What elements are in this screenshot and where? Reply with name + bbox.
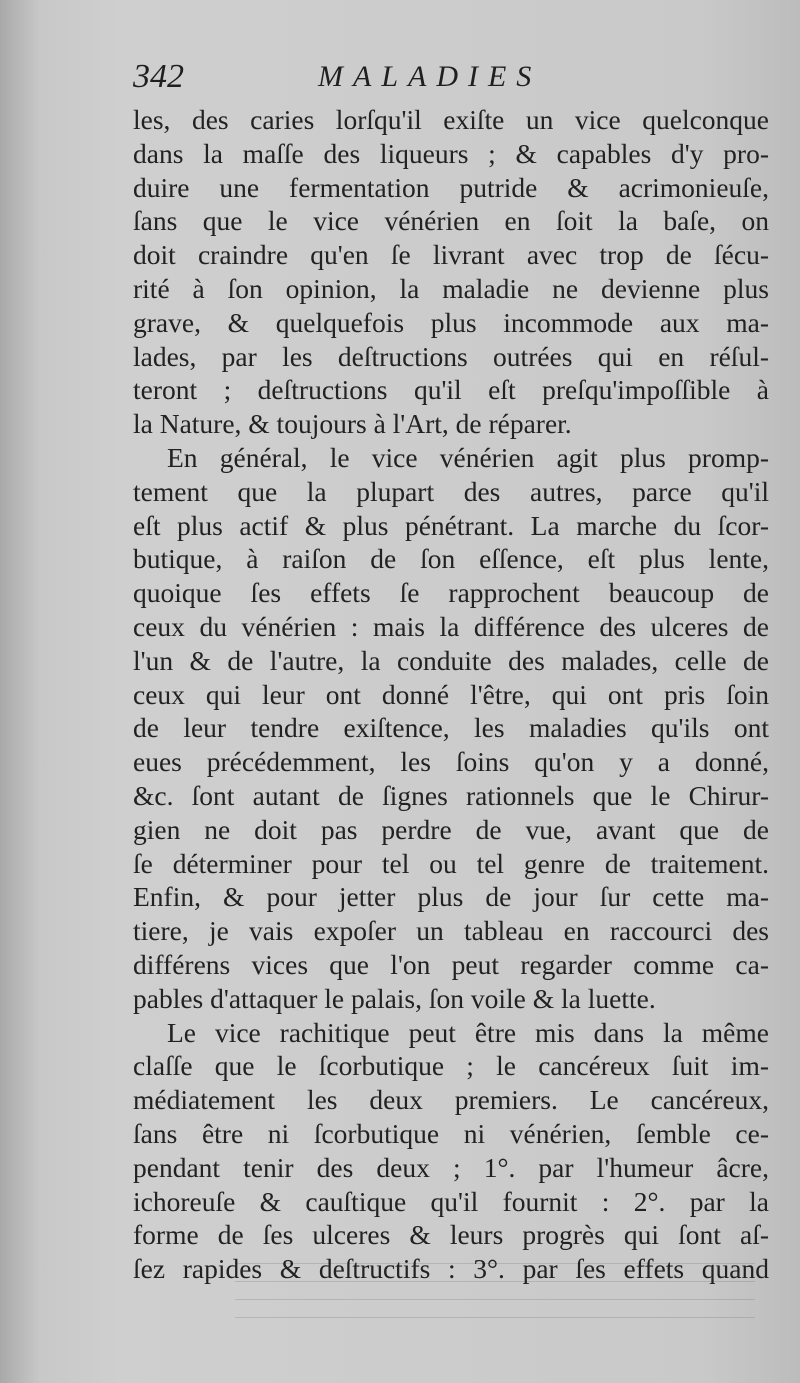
page-header [133,58,773,102]
text-line: quoique ſes effets ſe rapprochent beaucoup de [133,577,769,609]
text-line: grave, & quelquefois plus incommode aux ma- [133,306,769,338]
text-line: claſſe que le ſcorbutique ; le cancéreux ſuit im- [133,1050,769,1082]
text-line: &c. ſont autant de ſignes rationnels que le Chirur- [133,779,769,811]
text-line: gien ne doit pas perdre de vue, avant que de [133,813,769,845]
text-line: ſans que le vice vénérien en ſoit la baſe, on [133,205,769,237]
text-line: pendant tenir des deux ; 1°. par l'humeur âcre, [133,1151,769,1183]
page-number: 342 [133,58,184,95]
text-line: tement que la plupart des autres, parce qu'il [133,475,769,507]
paragraph-start-line: Le vice rachitique peut être mis dans la même [167,1016,769,1048]
text-line: pables d'attaquer le palais, ſon voile & la luette. [133,982,656,1014]
text-line: Enfin, & pour jetter plus de jour ſur cette ma- [133,881,769,913]
text-line: butique, à raiſon de ſon eſſence, eſt plus lente, [133,543,769,575]
text-line: eſt plus actif & plus pénétrant. La marche du ſcor- [133,509,769,541]
text-line: différens vices que l'on peut regarder comme ca- [133,948,769,980]
running-title: MALADIES [318,60,542,93]
text-line: de leur tendre exiſtence, les maladies qu'ils ont [133,712,769,744]
text-line: ſans être ni ſcorbutique ni vénérien, ſemble ce- [133,1117,769,1149]
body-text [133,103,769,1286]
text-line: la Nature, & toujours à l'Art, de réparer. [133,408,572,440]
paragraph-start-line: En général, le vice vénérien agit plus promp- [167,441,769,473]
text-line: médiatement les deux premiers. Le cancéreux, [133,1084,769,1116]
text-line: doit craindre qu'en ſe livrant avec trop de ſécu- [133,239,769,271]
text-line: eues précédemment, les ſoins qu'on y a donné, [133,746,769,778]
text-line: ſez rapides & deſtructifs : 3°. par ſes effets quand [133,1253,769,1285]
text-line: ſe déterminer pour tel ou tel genre de traitement. [133,847,769,879]
text-line: ceux qui leur ont donné l'être, qui ont pris ſoin [133,678,769,710]
text-line: les, des caries lorſqu'il exiſte un vice quelconque [133,104,769,135]
text-line: rité à ſon opinion, la maladie ne devienne plus [133,272,769,304]
text-line: forme de ſes ulceres & leurs progrès qui ſont aſ- [133,1219,769,1251]
text-line: ichoreuſe & cauſtique qu'il fournit : 2°. par la [133,1185,769,1217]
text-line: l'un & de l'autre, la conduite des malades, celle de [133,644,769,676]
text-line: lades, par les deſtructions outrées qui en réſul- [133,340,769,372]
text-line: teront ; deſtructions qu'il eſt preſqu'impoſſible à [133,374,769,406]
text-line: tiere, je vais expoſer un tableau en raccourci des [133,915,769,947]
text-line: dans la maſſe des liqueurs ; & capables d'y pro- [133,137,769,169]
text-line: ceux du vénérien : mais la différence des ulceres de [133,610,769,642]
bleed-through-text [235,1258,755,1318]
text-line: duire une fermentation putride & acrimonieuſe, [133,171,769,203]
